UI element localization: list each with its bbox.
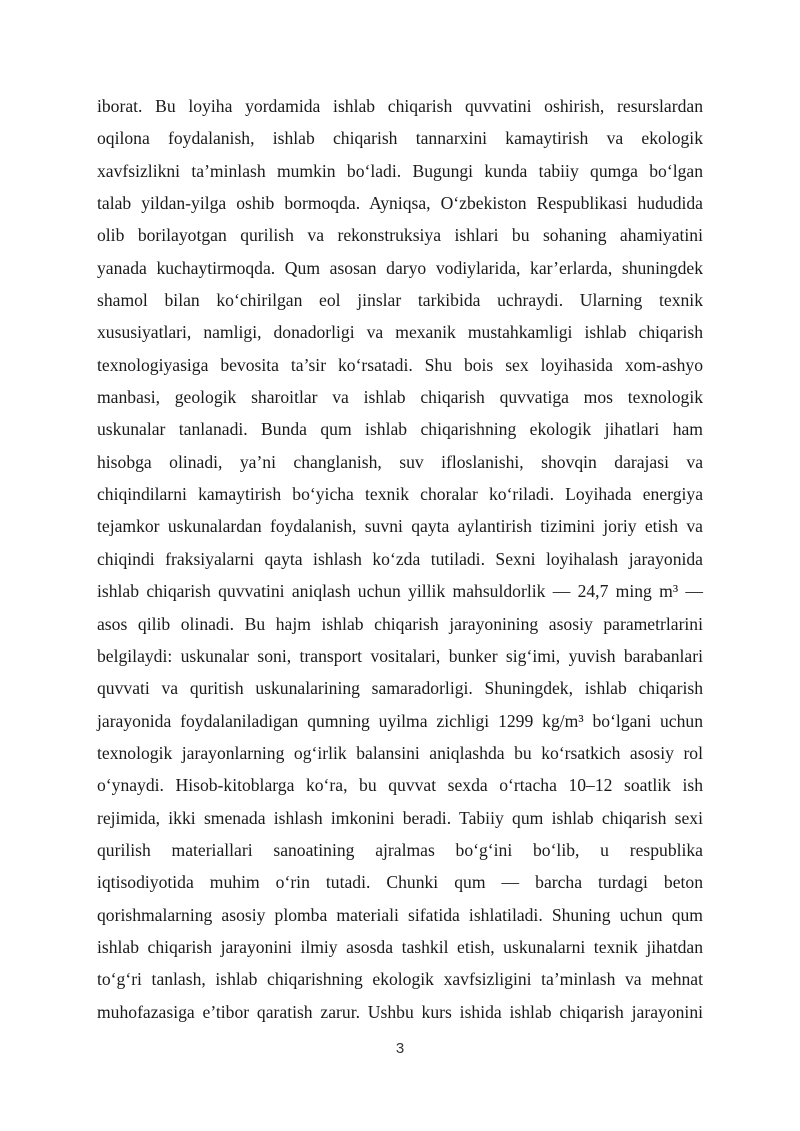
text-line: chiqindi fraksiyalarni qayta ishlash ko‘zda tutiladi. Sexni loyihalash jarayonida [97,548,703,569]
text-line: ishlab chiqarish jarayonini ilmiy asosda tashkil etish, uskunalarni texnik jihatdan [97,936,703,957]
text-line: tejamkor uskunalardan foydalanish, suvni qayta aylantirish tizimini joriy etish va [97,516,703,537]
body-paragraph [97,90,703,1028]
text-line: quvvati va quritish uskunalarining samaradorligi. Shuningdek, ishlab chiqarish [97,678,703,699]
text-line: iqtisodiyotida muhim o‘rin tutadi. Chunki qum — barcha turdagi beton [97,872,703,893]
text-line: xavfsizlikni ta’minlash mumkin bo‘ladi. Bugungi kunda tabiiy qumga bo‘lgan [97,160,703,181]
text-line: oqilona foydalanish, ishlab chiqarish tannarxini kamaytirish va ekologik [97,128,703,149]
text-line: talab yildan-yilga oshib bormoqda. Ayniqsa, O‘zbekiston Respublikasi hududida [97,193,703,214]
text-line: ishlab chiqarish quvvatini aniqlash uchun yillik mahsuldorlik — 24,7 ming m³ — [97,581,703,602]
text-line: texnologik jarayonlarning og‘irlik balansini aniqlashda bu ko‘rsatkich asosiy rol [97,742,703,763]
text-line: xususiyatlari, namligi, donadorligi va mexanik mustahkamligi ishlab chiqarish [97,322,703,343]
text-line: iborat. Bu loyiha yordamida ishlab chiqarish quvvatini oshirish, resurslardan [97,96,703,116]
text-line: muhofazasiga e’tibor qaratish zarur. Ushbu kurs ishida ishlab chiqarish jarayonini [97,1001,703,1022]
text-line: shamol bilan ko‘chirilgan eol jinslar tarkibida uchraydi. Ularning texnik [97,290,703,311]
text-line: hisobga olinadi, ya’ni changlanish, suv ifloslanishi, shovqin darajasi va [97,451,703,472]
text-line: to‘g‘ri tanlash, ishlab chiqarishning ekologik xavfsizligini ta’minlash va mehnat [97,969,703,990]
text-line: jarayonida foydalaniladigan qumning uyilma zichligi 1299 kg/m³ bo‘lgani uchun [97,710,703,731]
text-line: rejimida, ikki smenada ishlash imkonini beradi. Tabiiy qum ishlab chiqarish sexi [97,807,703,828]
text-line: texnologiyasiga bevosita ta’sir ko‘rsatadi. Shu bois sex loyihasida xom-ashyo [97,354,703,375]
page-number: 3 [395,1040,405,1057]
text-line: o‘ynaydi. Hisob-kitoblarga ko‘ra, bu quvvat sexda o‘rtacha 10–12 soatlik ish [97,775,703,796]
text-line: uskunalar tanlanadi. Bunda qum ishlab chiqarishning ekologik jihatlari ham [97,419,703,440]
text-line: qorishmalarning asosiy plomba materiali sifatida ishlatiladi. Shuning uchun qum [97,904,703,925]
text-line: belgilaydi: uskunalar soni, transport vositalari, bunker sig‘imi, yuvish barabanlari [97,645,703,666]
text-line: asos qilib olinadi. Bu hajm ishlab chiqarish jarayonining asosiy parametrlarini [97,613,703,634]
text-line: yanada kuchaytirmoqda. Qum asosan daryo vodiylarida, kar’erlarda, shuningdek [97,257,703,278]
text-line: olib borilayotgan qurilish va rekonstruksiya ishlari bu sohaning ahamiyatini [97,225,703,246]
text-line: qurilish materiallari sanoatining ajralmas bo‘g‘ini bo‘lib, u respublika [97,839,703,860]
text-line: manbasi, geologik sharoitlar va ishlab chiqarish quvvatiga mos texnologik [97,387,703,408]
text-line: chiqindilarni kamaytirish bo‘yicha texnik choralar ko‘riladi. Loyihada energiya [97,484,703,505]
